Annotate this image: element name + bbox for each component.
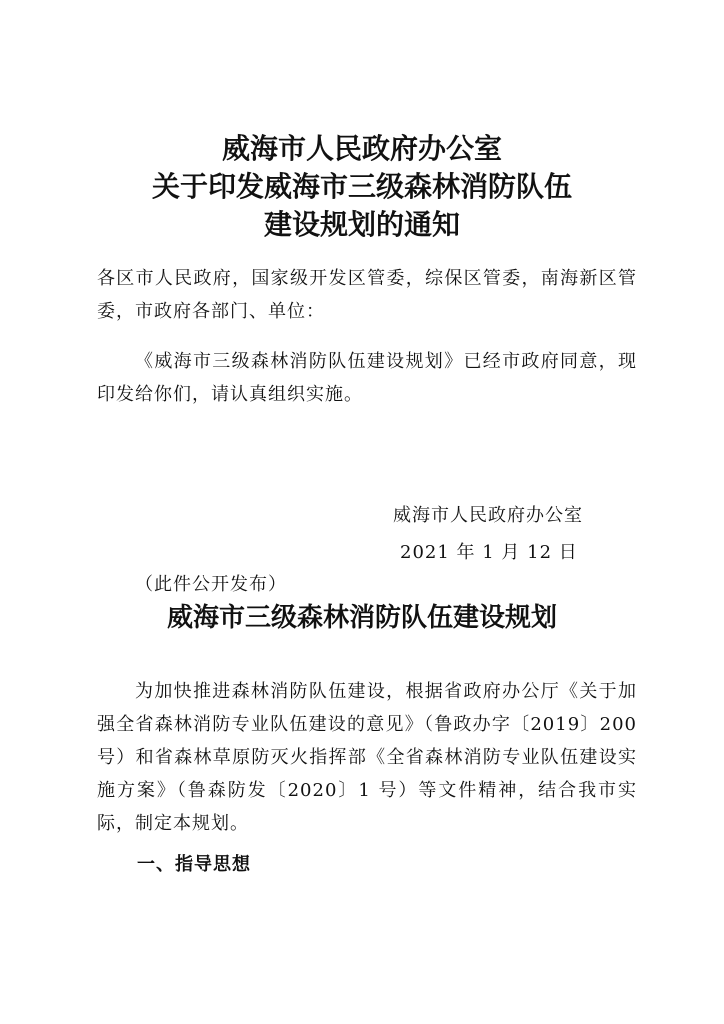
section-heading-guiding-ideology: 一、指导思想 — [137, 854, 251, 875]
notice-title — [0, 130, 724, 244]
notice-title-line-3: 建设规划的通知 — [263, 208, 460, 241]
notice-title-line-1: 威海市人民政府办公室 — [221, 132, 502, 165]
notice-title-line-2: 关于印发威海市三级森林消防队伍 — [151, 170, 572, 203]
publish-note: （此件公开发布） — [135, 574, 287, 595]
addressee-paragraph: 各区市人民政府，国家级开发区管委，综保区管委，南海新区管委，市政府各部门、单位： — [97, 268, 637, 322]
notice-content-paragraph: 《威海市三级森林消防队伍建设规划》已经市政府同意，现印发给你们，请认真组织实施。 — [97, 351, 637, 405]
plan-intro-paragraph: 为加快推进森林消防队伍建设，根据省政府办公厅《关于加强全省森林消防专业队伍建设的意见》（鲁政办字〔2019〕200号）和省森林草原防灭火指挥部《全省森林消防专业队伍建设实施方案》（鲁森防发〔2020〕1 号）等文件精神，结合我市实际，制定本规划。 — [97, 681, 637, 834]
plan-title: 威海市三级森林消防队伍建设规划 — [166, 603, 557, 633]
signing-date: 2021 年 1 月 12 日 — [400, 542, 578, 563]
signing-organization: 威海市人民政府办公室 — [393, 505, 583, 526]
